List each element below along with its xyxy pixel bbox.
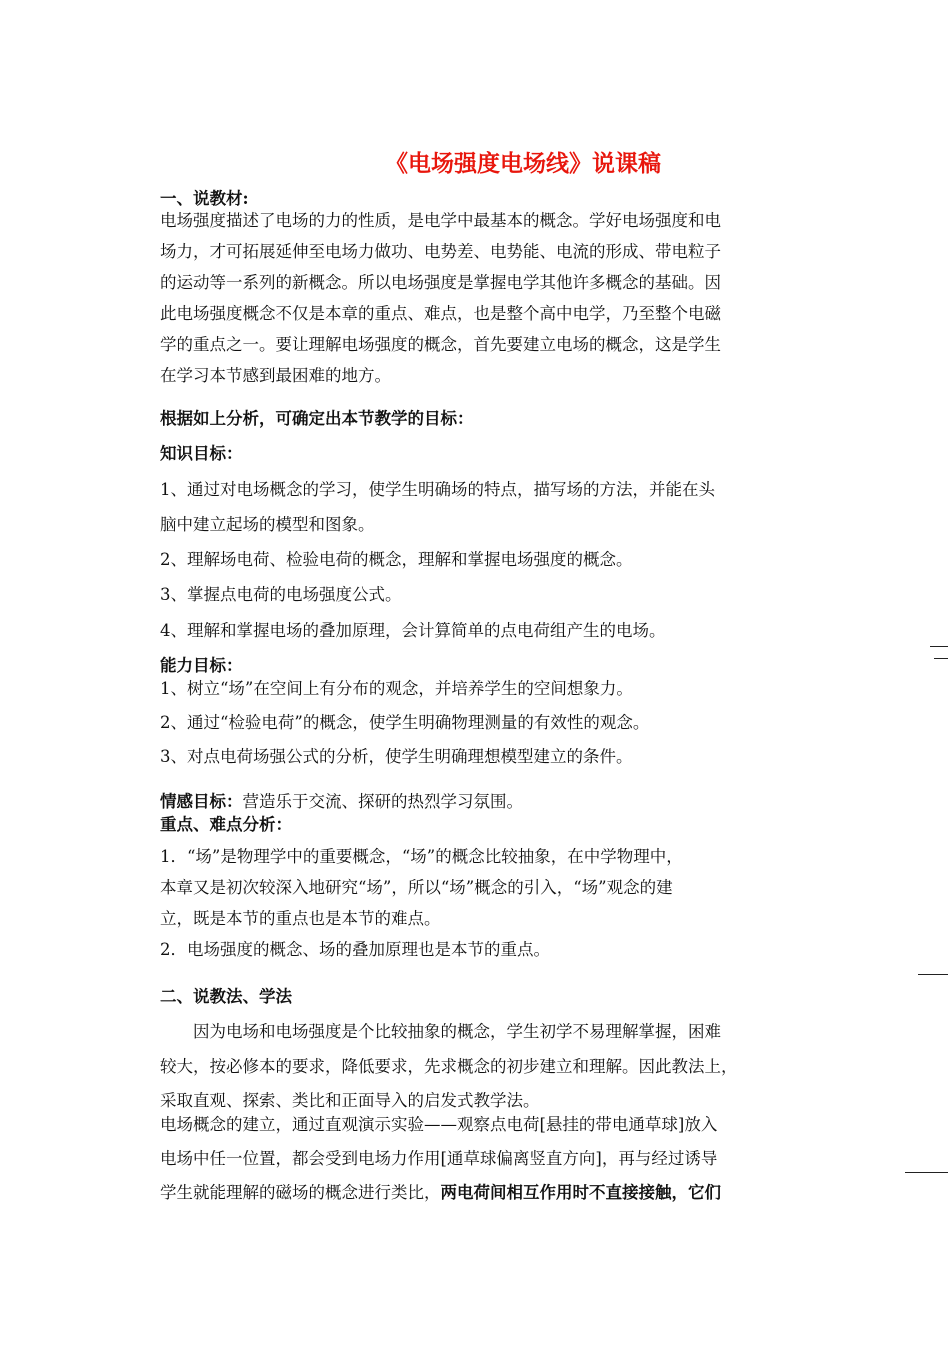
section-heading-methods: 二、说教法、学法 xyxy=(160,987,292,1006)
emotion-goals-line xyxy=(160,791,523,813)
list-item: 3、对点电荷场强公式的分析，使学生明确理想模型建立的条件。 xyxy=(160,747,633,766)
paragraph-line xyxy=(160,1182,721,1204)
emotion-goals-heading: 情感目标： xyxy=(160,792,243,811)
paragraph-line: 场力，才可拓展延伸至电场力做功、电势差、电势能、电流的形成、带电粒子 xyxy=(160,242,721,261)
list-item: 2、理解场电荷、检验电荷的概念，理解和掌握电场强度的概念。 xyxy=(160,550,633,569)
knowledge-goals-heading: 知识目标： xyxy=(160,444,243,463)
paragraph-line: 电场中任一位置，都会受到电场力作用[通草球偏离竖直方向]，再与经过诱导 xyxy=(160,1149,718,1168)
document-title: 《电场强度电场线》说课稿 xyxy=(385,150,661,177)
list-item: 1、树立“场”在空间上有分布的观念，并培养学生的空间想象力。 xyxy=(160,679,633,698)
emotion-goals-text: 营造乐于交流、探研的热烈学习氛围。 xyxy=(242,792,523,811)
list-item: 1、通过对电场概念的学习，使学生明确场的特点，描写场的方法，并能在头 xyxy=(160,480,715,499)
list-item: 2、通过“检验电荷”的概念，使学生明确物理测量的有效性的观念。 xyxy=(160,713,650,732)
margin-mark xyxy=(918,974,948,975)
paragraph-line: 在学习本节感到最困难的地方。 xyxy=(160,366,391,385)
paragraph-line: 较大，按必修本的要求，降低要求，先求概念的初步建立和理解。因此教法上， xyxy=(160,1057,738,1076)
key-points-heading: 重点、难点分析： xyxy=(160,815,292,834)
list-item: 4、理解和掌握电场的叠加原理，会计算简单的点电荷组产生的电场。 xyxy=(160,621,666,640)
paragraph-line: 采取直观、探索、类比和正面导入的启发式教学法。 xyxy=(160,1091,540,1110)
margin-mark xyxy=(905,1172,948,1173)
margin-mark xyxy=(934,658,948,659)
list-item: 2．电场强度的概念、场的叠加原理也是本节的重点。 xyxy=(160,940,550,959)
paragraph-bold-text: 两电荷间相互作用时不直接接触，它们 xyxy=(440,1183,721,1202)
paragraph-text: 学生就能理解的磁场的概念进行类比， xyxy=(160,1183,441,1202)
list-item: 3、掌握点电荷的电场强度公式。 xyxy=(160,585,402,604)
list-item-continuation: 本章又是初次较深入地研究“场”，所以“场”概念的引入，“场”观念的建 xyxy=(160,878,673,897)
paragraph-line: 此电场强度概念不仅是本章的重点、难点，也是整个高中电学，乃至整个电磁 xyxy=(160,304,721,323)
section-heading-textbook: 一、说教材: xyxy=(160,189,249,208)
margin-mark xyxy=(930,646,948,647)
list-item-continuation: 脑中建立起场的模型和图象。 xyxy=(160,515,375,534)
paragraph-line: 的运动等一系列的新概念。所以电场强度是掌握电学其他许多概念的基础。因 xyxy=(160,273,721,292)
paragraph-line: 电场强度描述了电场的力的性质，是电学中最基本的概念。学好电场强度和电 xyxy=(160,211,721,230)
list-item: 1．“场”是物理学中的重要概念，“场”的概念比较抽象，在中学物理中， xyxy=(160,847,683,866)
list-item-continuation: 立，既是本节的重点也是本节的难点。 xyxy=(160,909,441,928)
paragraph-line: 学的重点之一。要让理解电场强度的概念，首先要建立电场的概念，这是学生 xyxy=(160,335,721,354)
paragraph-line: 电场概念的建立，通过直观演示实验——观察点电荷[悬挂的带电通草球]放入 xyxy=(160,1115,718,1134)
objectives-intro: 根据如上分析，可确定出本节教学的目标： xyxy=(160,409,474,428)
ability-goals-heading: 能力目标： xyxy=(160,656,243,675)
paragraph-line: 因为电场和电场强度是个比较抽象的概念，学生初学不易理解掌握，困难 xyxy=(160,1022,721,1041)
